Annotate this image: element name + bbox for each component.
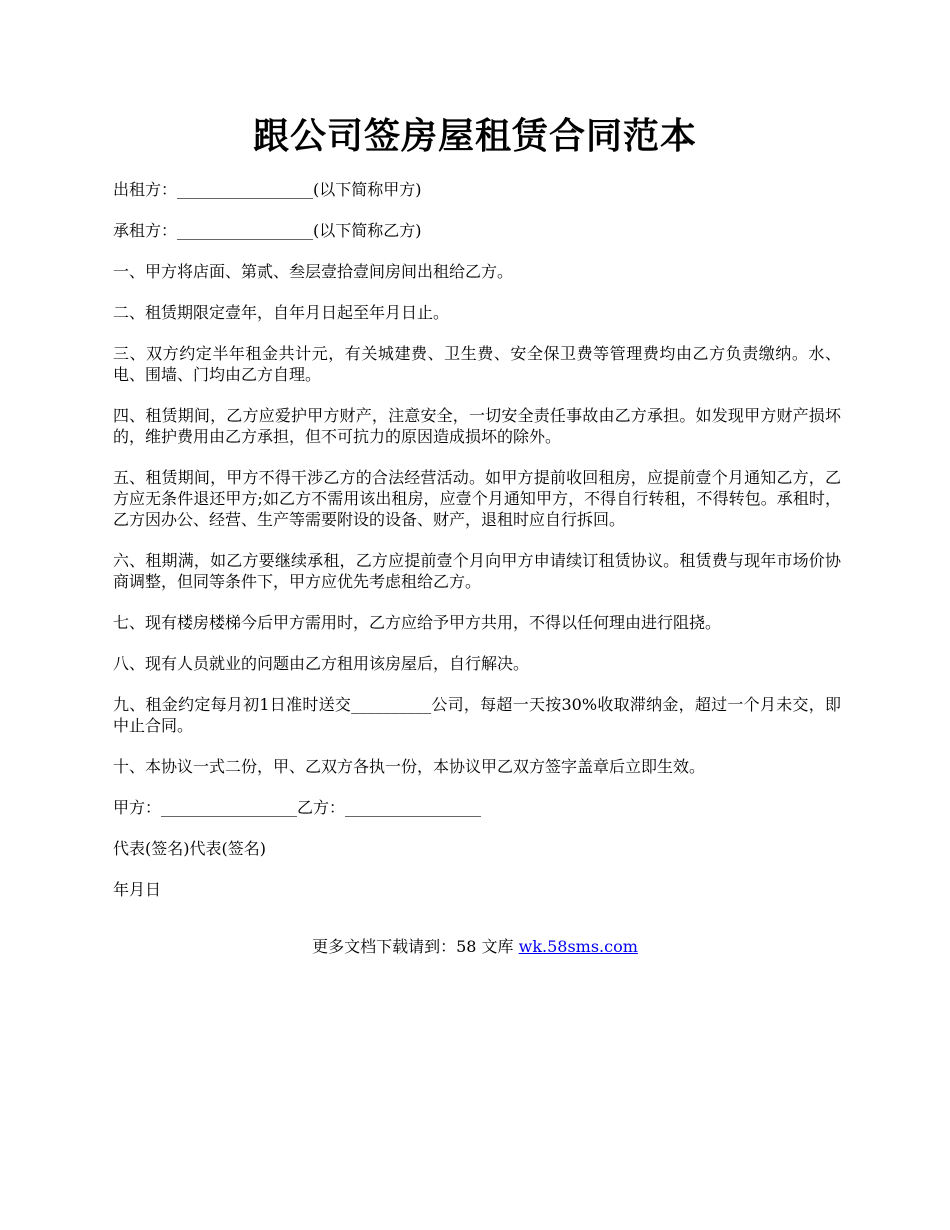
clause-6: 六、租期满，如乙方要继续承租，乙方应提前壹个月向甲方申请续订租赁协议。租赁费与现年市场价协商调整，但同等条件下，甲方应优先考虑租给乙方。 bbox=[113, 551, 841, 591]
signature-parties-line: 甲方：_________________乙方：_________________ bbox=[113, 798, 482, 817]
clause-3: 三、双方约定半年租金共计元，有关城建费、卫生费、安全保卫费等管理费均由乙方负责缴纳。水、电、围墙、门均由乙方自理。 bbox=[113, 344, 841, 384]
footer-prefix: 更多文档下载请到：58 文库 bbox=[312, 937, 519, 956]
clause-4: 四、租赁期间，乙方应爱护甲方财产，注意安全，一切安全责任事故由乙方承担。如发现甲方财产损坏的，维护费用由乙方承担，但不可抗力的原因造成损坏的除外。 bbox=[113, 406, 841, 446]
document-title: 跟公司签房屋租赁合同范本 bbox=[252, 115, 697, 157]
date-line: 年月日 bbox=[113, 880, 162, 899]
clause-8: 八、现有人员就业的问题由乙方租用该房屋后，自行解决。 bbox=[113, 654, 530, 673]
clause-5: 五、租赁期间，甲方不得干涉乙方的合法经营活动。如甲方提前收回租房，应提前壹个月通知乙方，乙方应无条件退还甲方;如乙方不需用该出租房，应壹个月通知甲方，不得自行转租，不得转包。承租时，乙方因办公、经营、生产等需要附设的设备、财产，退租时应自行拆回。 bbox=[113, 468, 841, 529]
clause-9: 九、租金约定每月初1日准时送交__________公司，每超一天按30%收取滞纳金，超过一个月未交，即中止合同。 bbox=[113, 695, 841, 735]
clause-2: 二、租赁期限定壹年，自年月日起至年月日止。 bbox=[113, 303, 450, 322]
lessor-line: 出租方：_________________(以下简称甲方) bbox=[113, 180, 422, 199]
download-footer bbox=[0, 935, 950, 959]
clause-10: 十、本协议一式二份，甲、乙双方各执一份，本协议甲乙双方签字盖章后立即生效。 bbox=[113, 757, 706, 776]
clause-1: 一、甲方将店面、第贰、叁层壹拾壹间房间出租给乙方。 bbox=[113, 262, 514, 281]
representative-line: 代表(签名)代表(签名) bbox=[113, 839, 266, 858]
document-body bbox=[113, 179, 841, 920]
footer-link[interactable]: wk.58sms.com bbox=[518, 937, 638, 956]
lessee-line: 承租方：_________________(以下简称乙方) bbox=[113, 221, 422, 240]
clause-7: 七、现有楼房楼梯今后甲方需用时，乙方应给予甲方共用，不得以任何理由进行阻挠。 bbox=[113, 613, 722, 632]
